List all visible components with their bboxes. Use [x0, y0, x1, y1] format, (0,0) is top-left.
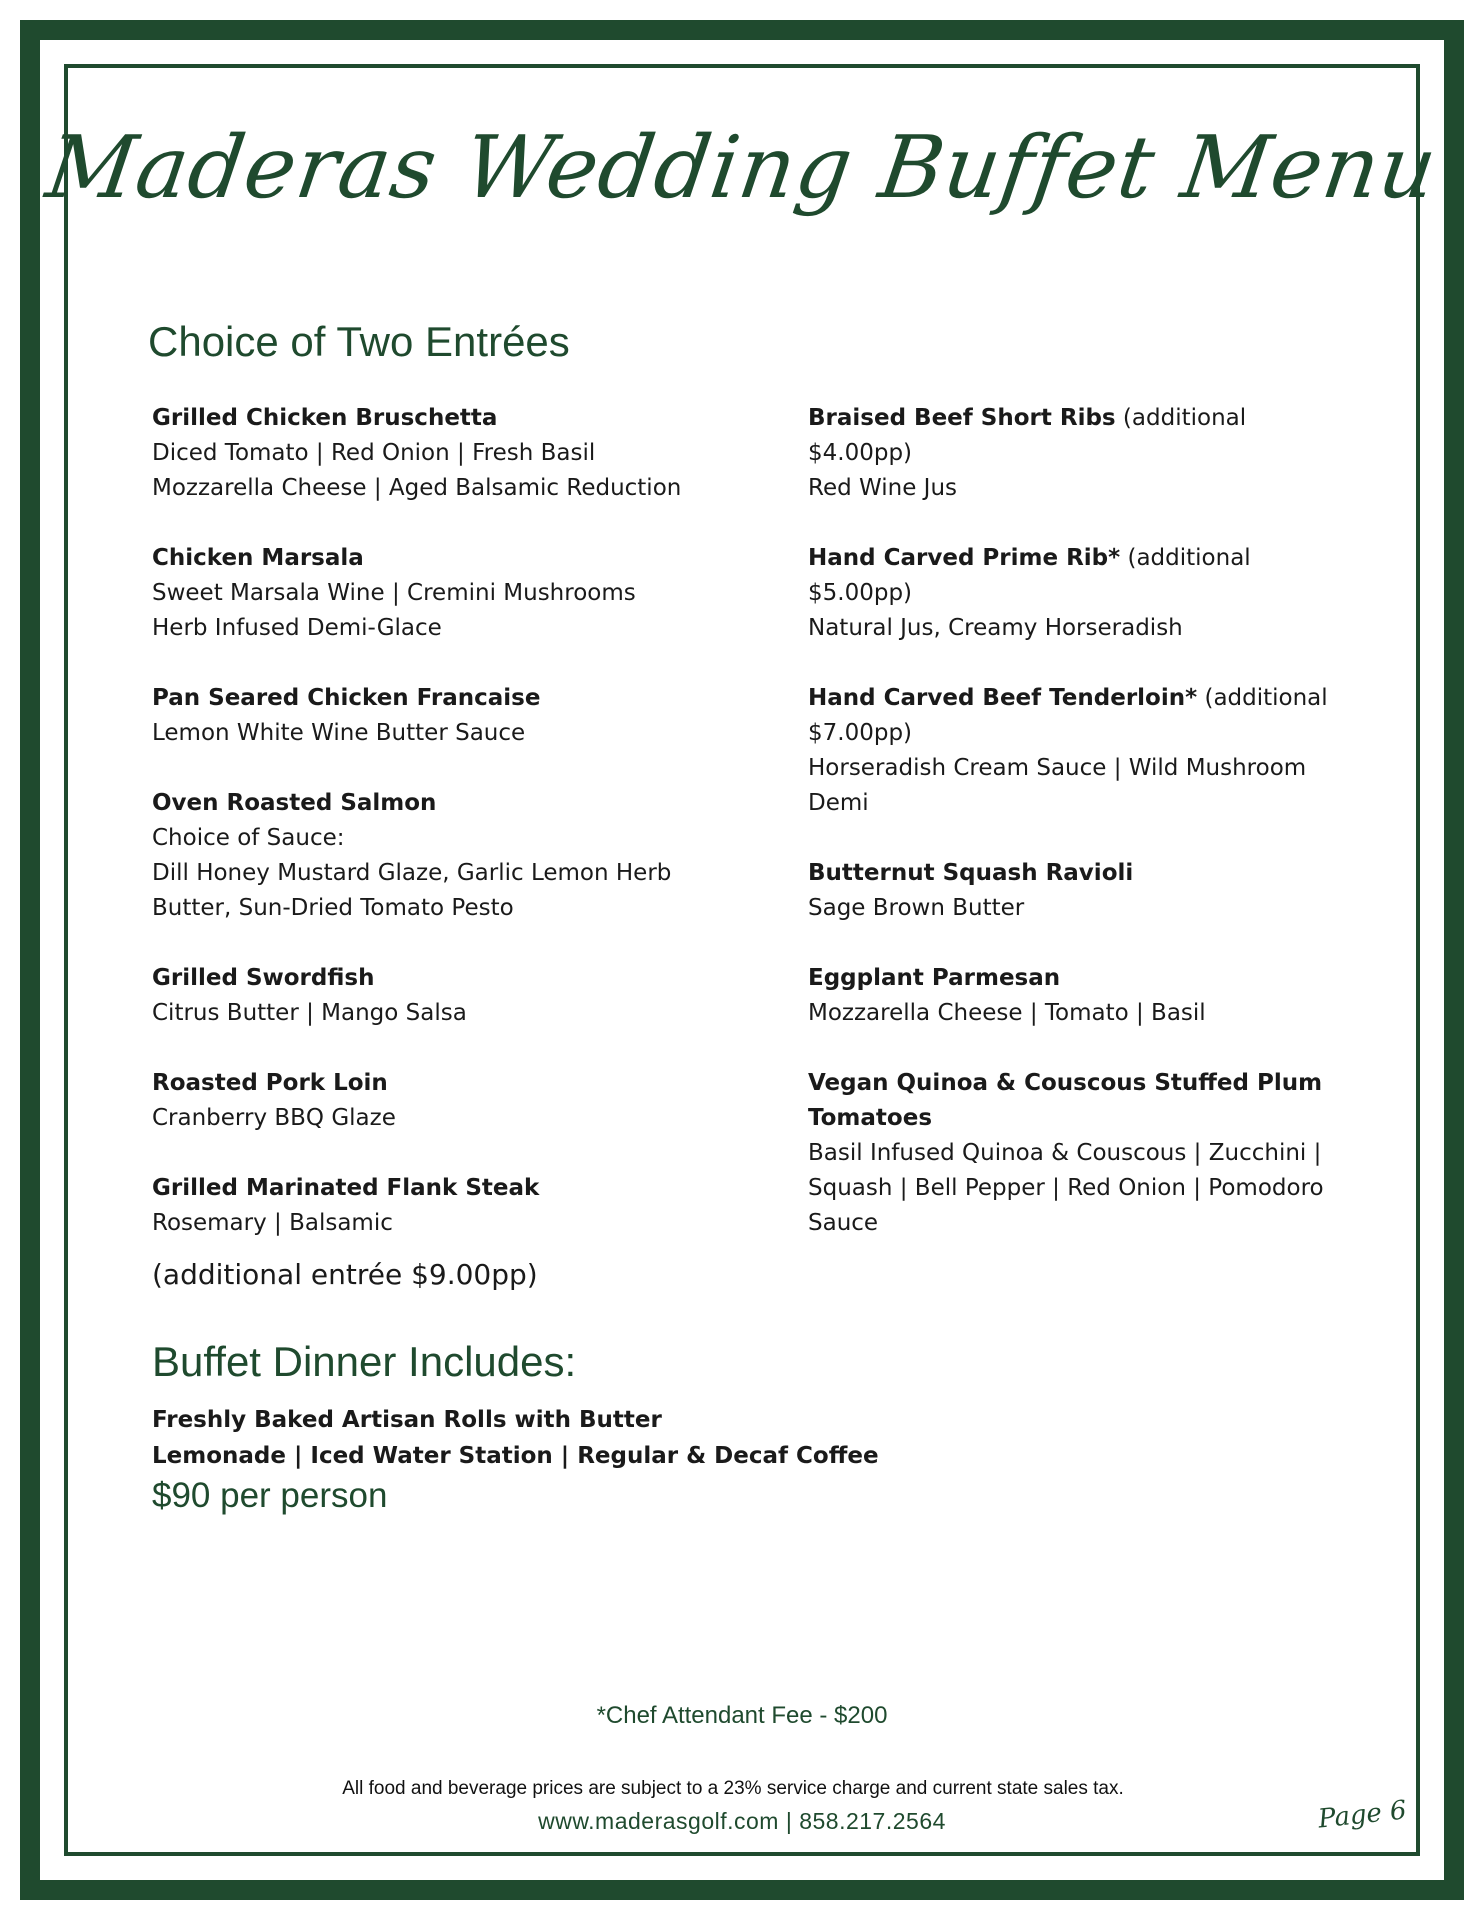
- menu-item-heading: [808, 1066, 1348, 1136]
- menu-item: [808, 856, 1348, 926]
- menu-item-description: Natural Jus, Creamy Horseradish: [808, 615, 1183, 641]
- menu-item-name: Grilled Marinated Flank Steak: [152, 1175, 540, 1201]
- menu-item: [808, 961, 1348, 1031]
- menu-item-name: Hand Carved Beef Tenderloin*: [808, 685, 1198, 711]
- menu-item-name: Eggplant Parmesan: [808, 965, 1061, 991]
- entrees-heading: Choice of Two Entrées: [148, 318, 570, 365]
- menu-item-description: Lemon White Wine Butter Sauce: [152, 720, 526, 746]
- menu-item-name: Chicken Marsala: [152, 545, 364, 571]
- chef-attendant-fee: *Chef Attendant Fee - $200: [596, 1702, 888, 1729]
- includes-line: Freshly Baked Artisan Rolls with Butter: [152, 1407, 662, 1433]
- menu-item-surcharge: (additional $5.00pp): [808, 545, 1251, 606]
- menu-item-description: Choice of Sauce:: [152, 825, 345, 851]
- menu-item-heading: [152, 681, 692, 716]
- menu-item-heading: [808, 541, 1348, 611]
- menu-item-name: Oven Roasted Salmon: [152, 790, 437, 816]
- includes-heading: Buffet Dinner Includes:: [152, 1338, 577, 1385]
- menu-item-heading: [152, 1171, 692, 1206]
- menu-item-surcharge: (additional $4.00pp): [808, 405, 1247, 466]
- menu-item-heading: [152, 786, 692, 821]
- menu-item-heading: [808, 401, 1348, 471]
- menu-item-name: Braised Beef Short Ribs: [808, 405, 1116, 431]
- menu-item-description: Herb Infused Demi-Glace: [152, 615, 442, 641]
- menu-title: Maderas Wedding Buffet Menu: [40, 118, 1444, 218]
- entrees-left-column: [152, 401, 692, 1276]
- menu-item-heading: [808, 856, 1348, 891]
- menu-item-name: Roasted Pork Loin: [152, 1070, 388, 1096]
- menu-item-surcharge: (additional $7.00pp): [808, 685, 1328, 746]
- menu-item-description: Diced Tomato | Red Onion | Fresh Basil: [152, 440, 596, 466]
- menu-item-name: Grilled Chicken Bruschetta: [152, 405, 498, 431]
- menu-item: [152, 786, 692, 926]
- menu-item: [152, 961, 692, 1031]
- menu-item-description: Mozzarella Cheese | Aged Balsamic Reduction: [152, 475, 682, 501]
- price-per-person: $90 per person: [152, 1476, 388, 1515]
- menu-item: [808, 401, 1348, 506]
- page-number: Page 6: [1316, 1795, 1408, 1835]
- includes-list: [152, 1402, 879, 1474]
- menu-item-description: Citrus Butter | Mango Salsa: [152, 1000, 467, 1026]
- menu-item-description: Basil Infused Quinoa & Couscous | Zucchini | Squash | Bell Pepper | Red Onion | Pomodoro Sauce: [808, 1140, 1324, 1236]
- menu-item-description: Cranberry BBQ Glaze: [152, 1105, 396, 1131]
- menu-item: [808, 681, 1348, 821]
- menu-item-name: Butternut Squash Ravioli: [808, 860, 1134, 886]
- menu-item-description: Sage Brown Butter: [808, 895, 1025, 921]
- menu-item-name: Pan Seared Chicken Francaise: [152, 685, 541, 711]
- menu-item-description: Sweet Marsala Wine | Cremini Mushrooms: [152, 580, 636, 606]
- menu-item: [152, 1066, 692, 1136]
- menu-item-name: Vegan Quinoa & Couscous Stuffed Plum Tomatoes: [808, 1070, 1323, 1131]
- menu-item: [152, 681, 692, 751]
- menu-item: [152, 1171, 692, 1241]
- menu-item-description: Butter, Sun-Dried Tomato Pesto: [152, 895, 514, 921]
- menu-item-description: Red Wine Jus: [808, 475, 958, 501]
- menu-item-heading: [808, 681, 1348, 751]
- additional-entree-note: (additional entrée $9.00pp): [152, 1258, 538, 1291]
- includes-line: Lemonade | Iced Water Station | Regular & Decaf Coffee: [152, 1443, 879, 1469]
- menu-item-heading: [152, 401, 692, 436]
- menu-item: [152, 541, 692, 646]
- menu-item-heading: [152, 541, 692, 576]
- menu-item-name: Hand Carved Prime Rib*: [808, 545, 1121, 571]
- menu-item-description: Rosemary | Balsamic: [152, 1210, 393, 1236]
- contact-info[interactable]: www.maderasgolf.com | 858.217.2564: [538, 1808, 946, 1834]
- menu-item-heading: [808, 961, 1348, 996]
- menu-item: [808, 1066, 1348, 1241]
- service-charge-disclaimer: All food and beverage prices are subject to a 23% service charge and current state sales tax.: [342, 1778, 1124, 1799]
- menu-item-name: Grilled Swordfish: [152, 965, 375, 991]
- menu-item-description: Dill Honey Mustard Glaze, Garlic Lemon Herb: [152, 860, 672, 886]
- menu-item-heading: [152, 1066, 692, 1101]
- menu-item: [808, 541, 1348, 646]
- entrees-right-column: [808, 401, 1348, 1276]
- menu-item: [152, 401, 692, 506]
- menu-item-description: Mozzarella Cheese | Tomato | Basil: [808, 1000, 1206, 1026]
- menu-item-heading: [152, 961, 692, 996]
- menu-item-description: Horseradish Cream Sauce | Wild Mushroom Demi: [808, 755, 1307, 816]
